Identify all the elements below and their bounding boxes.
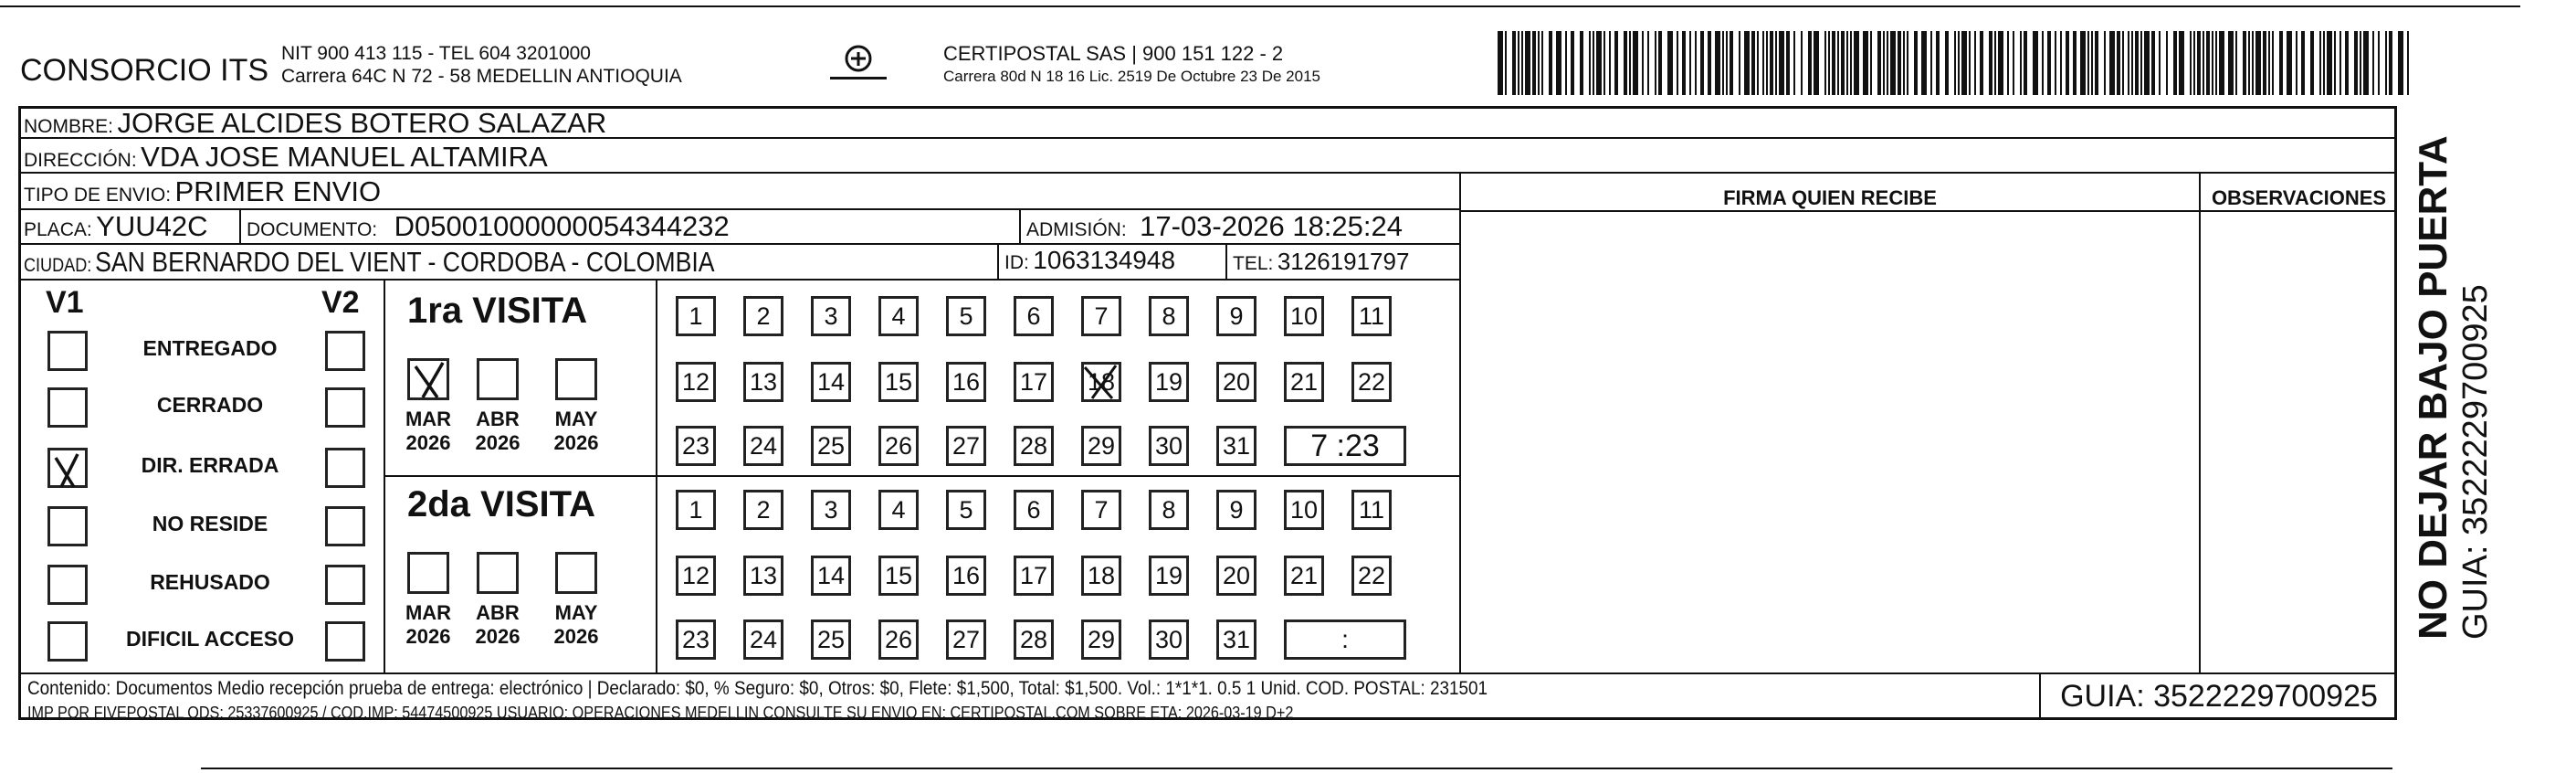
day-box[interactable]: 10: [1284, 296, 1324, 336]
ciudad-value: SAN BERNARDO DEL VIENT - CORDOBA - COLOMBIA: [95, 246, 715, 278]
footer-guia: GUIA: 3522229700925: [2039, 672, 2397, 720]
top-rule: [0, 5, 2520, 7]
v2-checkbox[interactable]: [325, 331, 365, 371]
barcode: [1498, 31, 2415, 95]
month-label: MAY 2026: [553, 408, 599, 454]
id-field: [1004, 246, 1175, 275]
status-option-label: DIFICIL ACCESO: [125, 627, 294, 651]
visit1-title: 1ra VISITA: [407, 291, 588, 331]
time-box[interactable]: 7 :23: [1284, 426, 1406, 466]
v1-checkbox[interactable]: [47, 448, 88, 488]
status-option-label: ENTREGADO: [142, 336, 278, 360]
day-box[interactable]: 24: [743, 426, 783, 466]
company-address: Carrera 64C N 72 - 58 MEDELLIN ANTIOQUIA: [281, 66, 682, 87]
month-label: ABR 2026: [475, 601, 520, 648]
admision-value: 17-03-2026 18:25:24: [1140, 210, 1403, 242]
day-box[interactable]: 25: [811, 426, 851, 466]
day-box[interactable]: 30: [1149, 619, 1189, 660]
day-box[interactable]: 26: [878, 619, 919, 660]
side-text: [2411, 135, 2496, 640]
day-box[interactable]: 3: [811, 490, 851, 530]
month-label: MAR 2026: [405, 408, 452, 454]
day-box[interactable]: 20: [1216, 556, 1256, 596]
day-box[interactable]: 22: [1351, 362, 1392, 402]
company-info: [281, 42, 682, 88]
side-warning: NO DEJAR BAJO PUERTA: [2411, 135, 2455, 640]
month-label: ABR 2026: [475, 408, 520, 454]
day-box[interactable]: 14: [811, 556, 851, 596]
day-box[interactable]: 18: [1081, 556, 1121, 596]
day-box[interactable]: 22: [1351, 556, 1392, 596]
day-box[interactable]: 7: [1081, 490, 1121, 530]
day-box[interactable]: 26: [878, 426, 919, 466]
day-box[interactable]: 12: [676, 556, 716, 596]
admision: [1026, 210, 1403, 243]
placa-value: YUU42C: [96, 210, 208, 242]
day-box[interactable]: 15: [878, 556, 919, 596]
day-box[interactable]: 28: [1014, 426, 1054, 466]
documento-label: DOCUMENTO:: [247, 219, 378, 240]
time-box[interactable]: :: [1284, 619, 1406, 660]
company-nit-tel: NIT 900 413 115 - TEL 604 3201000: [281, 43, 591, 64]
day-box[interactable]: 13: [743, 362, 783, 402]
v1-checkbox[interactable]: [47, 506, 88, 546]
day-box[interactable]: 23: [676, 619, 716, 660]
placa: [24, 210, 207, 243]
day-box[interactable]: 30: [1149, 426, 1189, 466]
footer-info: [27, 678, 1650, 723]
month-checkbox[interactable]: [477, 552, 519, 594]
day-box[interactable]: 17: [1014, 362, 1054, 402]
certipostal-info: [943, 42, 1320, 88]
day-box[interactable]: 31: [1216, 619, 1256, 660]
observaciones-header: OBSERVACIONES: [2211, 186, 2387, 209]
day-box[interactable]: 21: [1284, 362, 1324, 402]
status-option-label: REHUSADO: [150, 570, 270, 594]
firma-area[interactable]: [1463, 214, 2197, 671]
month-checkbox[interactable]: [555, 358, 597, 400]
tel-field: [1233, 248, 1409, 276]
tipo-value: PRIMER ENVIO: [174, 175, 382, 207]
v1-header: V1: [46, 285, 84, 320]
month-label: MAY 2026: [553, 601, 599, 648]
bottom-rule: [201, 768, 2392, 769]
id-value: 1063134948: [1033, 246, 1176, 274]
observaciones-area[interactable]: [2203, 214, 2394, 671]
day-box[interactable]: 14: [811, 362, 851, 402]
day-box[interactable]: 15: [878, 362, 919, 402]
day-box[interactable]: 8: [1149, 490, 1189, 530]
day-box[interactable]: 29: [1081, 619, 1121, 660]
day-box[interactable]: 1: [676, 490, 716, 530]
day-box[interactable]: 16: [946, 556, 986, 596]
day-box[interactable]: 28: [1014, 619, 1054, 660]
day-box[interactable]: 21: [1284, 556, 1324, 596]
v1-checkbox[interactable]: [47, 565, 88, 605]
status-option-label: NO RESIDE: [152, 512, 268, 535]
placa-label: PLACA:: [24, 219, 92, 240]
admision-label: ADMISIÓN:: [1026, 219, 1127, 240]
day-box[interactable]: 12: [676, 362, 716, 402]
company-name: CONSORCIO ITS: [20, 53, 269, 88]
check-mark-icon: [410, 361, 452, 403]
firma-header: FIRMA QUIEN RECIBE: [1723, 186, 1937, 209]
certipostal-logo: [826, 42, 890, 93]
tel-value: 3126191797: [1277, 248, 1410, 275]
month-label: MAR 2026: [405, 601, 452, 648]
v1-checkbox[interactable]: [47, 331, 88, 371]
tipo-envio: [24, 175, 381, 208]
v1-checkbox[interactable]: [47, 621, 88, 662]
ciudad-label: CIUDAD:: [24, 255, 92, 276]
month-checkbox[interactable]: [407, 552, 449, 594]
day-box[interactable]: 25: [811, 619, 851, 660]
id-label: ID:: [1004, 252, 1029, 273]
certipostal-line2: Carrera 80d N 18 16 Lic. 2519 De Octubre 23 De 2015: [943, 68, 1320, 85]
ciudad: [24, 246, 715, 279]
v2-checkbox[interactable]: [325, 448, 365, 488]
nombre-label: NOMBRE:: [24, 116, 114, 137]
day-box[interactable]: 8: [1149, 296, 1189, 336]
documento: [247, 210, 730, 243]
day-box[interactable]: 7: [1081, 296, 1121, 336]
day-box[interactable]: 27: [946, 619, 986, 660]
day-box[interactable]: 11: [1351, 490, 1392, 530]
v2-checkbox[interactable]: [325, 621, 365, 662]
day-box[interactable]: 6: [1014, 296, 1054, 336]
v2-checkbox[interactable]: [325, 387, 365, 428]
tipo-label: TIPO DE ENVIO:: [24, 185, 172, 206]
day-box[interactable]: 24: [743, 619, 783, 660]
v2-checkbox[interactable]: [325, 565, 365, 605]
day-box[interactable]: 4: [878, 296, 919, 336]
month-checkbox[interactable]: [477, 358, 519, 400]
day-box[interactable]: 5: [946, 490, 986, 530]
nombre-value: JORGE ALCIDES BOTERO SALAZAR: [117, 107, 607, 139]
day-box[interactable]: 4: [878, 490, 919, 530]
month-checkbox[interactable]: [555, 552, 597, 594]
day-box[interactable]: 11: [1351, 296, 1392, 336]
day-box[interactable]: 2: [743, 490, 783, 530]
check-mark-icon: [50, 450, 90, 491]
day-box[interactable]: 9: [1216, 296, 1256, 336]
day-box[interactable]: 17: [1014, 556, 1054, 596]
day-box[interactable]: 23: [676, 426, 716, 466]
documento-value: D05001000000054344232: [394, 210, 730, 242]
v2-header: V2: [321, 285, 360, 320]
day-box[interactable]: 19: [1149, 362, 1189, 402]
certipostal-line1: CERTIPOSTAL SAS | 900 151 122 - 2: [943, 42, 1284, 65]
day-box[interactable]: 18: [1081, 362, 1121, 402]
day-box[interactable]: 3: [811, 296, 851, 336]
day-box[interactable]: 29: [1081, 426, 1121, 466]
status-option-label: CERRADO: [156, 393, 264, 417]
day-box[interactable]: 1: [676, 296, 716, 336]
day-box[interactable]: 2: [743, 296, 783, 336]
direccion-value: VDA JOSE MANUEL ALTAMIRA: [141, 141, 548, 173]
day-box[interactable]: 5: [946, 296, 986, 336]
day-box[interactable]: 27: [946, 426, 986, 466]
visit2-title: 2da VISITA: [407, 484, 595, 524]
day-box[interactable]: 16: [946, 362, 986, 402]
footer-line2: IMP POR FIVEPOSTAL ODS: 25337600925 / COD.IMP: 54474500925 USUARIO: OPERACIONES MEDELLIN CONSULTE SU ENVIO EN: CERTIPOSTAL.COM SOBRE ETA: 2026-03-19 D+2: [27, 704, 1294, 722]
side-guia: GUIA: 3522229700925: [2456, 284, 2495, 640]
footer-line1: Contenido: Documentos Medio recepción prueba de entrega: electrónico | Declarado: $0, % Seguro: $0, Otros: $0, Flete: $1,500, Total: $1,500. Vol.: 1*1*1. 0.5 1 Unid. COD. POSTAL: 231501: [27, 678, 1488, 699]
tel-label: TEL:: [1233, 253, 1274, 274]
v1-checkbox[interactable]: [47, 387, 88, 428]
day-box[interactable]: 9: [1216, 490, 1256, 530]
day-box[interactable]: 13: [743, 556, 783, 596]
day-box[interactable]: 10: [1284, 490, 1324, 530]
row-direccion: [18, 139, 2397, 174]
direccion-label: DIRECCIÓN:: [24, 150, 137, 171]
status-option-label: DIR. ERRADA: [141, 453, 279, 477]
day-box[interactable]: 19: [1149, 556, 1189, 596]
row-nombre: [18, 106, 2397, 139]
day-box[interactable]: 31: [1216, 426, 1256, 466]
v2-checkbox[interactable]: [325, 506, 365, 546]
day-check-icon: [1081, 362, 1121, 402]
day-box[interactable]: 20: [1216, 362, 1256, 402]
day-box[interactable]: 6: [1014, 490, 1054, 530]
month-checkbox[interactable]: [407, 358, 449, 400]
